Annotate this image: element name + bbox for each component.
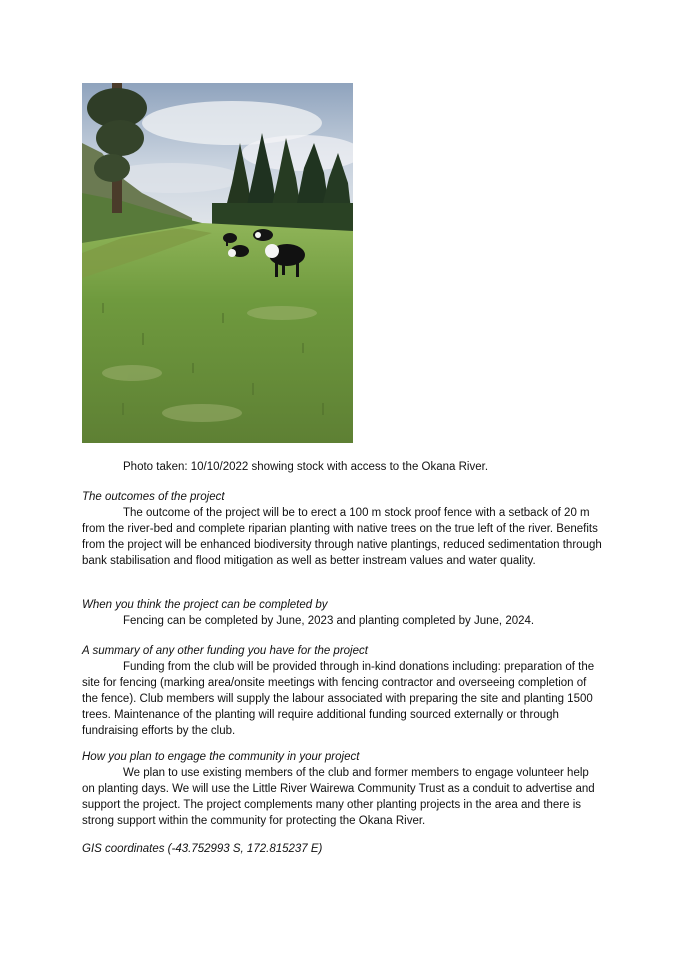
paddock-photo: [82, 83, 353, 443]
section-body: Fencing can be completed by June, 2023 and planting completed by June, 2024.: [123, 615, 535, 627]
section-body: We plan to use existing members of the club and former members to engage volunteer help on planting days. We will use the Little River Wairewa Community Trust as a conduit to advertise and support the project. The project complements many other planting projects in the area and there is strong support within the community for protecting the Okana River.: [82, 767, 595, 827]
section-body: The outcome of the project will be to erect a 100 m stock proof fence with a setback of 20 m from the river-bed and complete riparian planting with native trees on the true left of the river. Benefits from the project will be enhanced biodiversity through native plantings, reduced sedimentation through bank stabilisation and flood mitigation as well as better instream values and water quality.: [82, 507, 602, 567]
section-outcomes: [82, 489, 602, 569]
gis-coordinates: GIS coordinates (-43.752993 S, 172.815237 E): [82, 843, 323, 855]
section-body: Funding from the club will be provided through in-kind donations including: preparation of the site for fencing (marking area/onsite meetings with fencing contractor and overseeing completion of the fence). Club members will supply the labour associated with preparing the site and planting 1500 trees. Maintenance of the planting will require additional funding sourced externally or through fundraising efforts by the club.: [82, 661, 595, 737]
section-heading: How you plan to engage the community in your project: [82, 751, 360, 763]
section-heading: The outcomes of the project: [82, 491, 225, 503]
section-heading: A summary of any other funding you have for the project: [82, 645, 368, 657]
section-community: [82, 749, 602, 829]
section-completion: [82, 597, 602, 629]
section-funding: [82, 643, 602, 739]
photo-caption: Photo taken: 10/10/2022 showing stock with access to the Okana River.: [123, 461, 489, 473]
section-heading: When you think the project can be completed by: [82, 599, 328, 611]
